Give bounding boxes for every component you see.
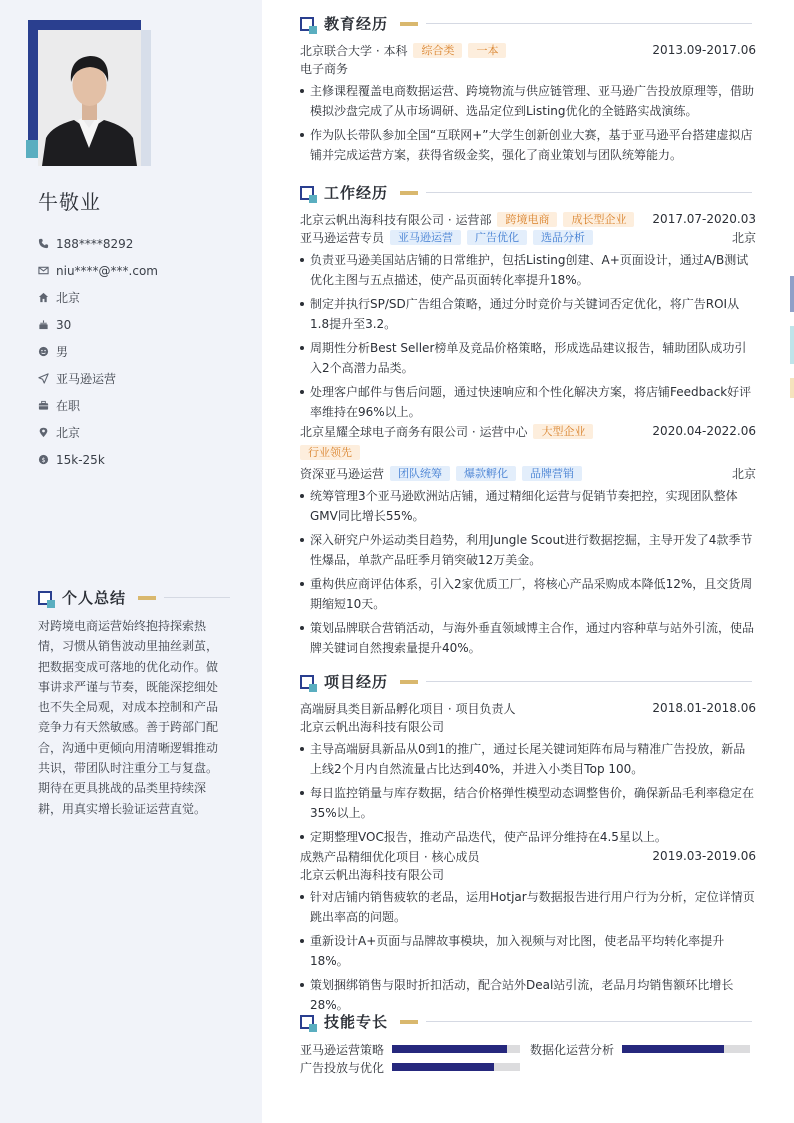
edge-mark	[790, 326, 794, 364]
major: 电子商务	[300, 61, 349, 76]
summary-section-title: 个人总结	[38, 587, 230, 608]
project-bullet: 策划捆绑销售与限时折扣活动，配合站外Deal站引流，老品月均销售额环比增长28%。	[300, 975, 756, 1015]
section-icon	[300, 1015, 314, 1029]
info-target-city: 北京	[38, 419, 248, 446]
company-name: 北京云帆出海科技有限公司 · 运营部	[300, 212, 492, 227]
info-salary: $ 15k-25k	[38, 446, 248, 473]
skill-name: 亚马逊运营策略	[300, 1043, 385, 1057]
work-city: 北京	[731, 466, 756, 481]
skill-name: 数据化运营分析	[530, 1043, 615, 1057]
info-email: niu****@***.com	[38, 257, 248, 284]
work-bullet: 策划品牌联合营销活动，与海外垂直领域博主合作，通过内容种草与站外引流，使品牌关键词自然搜索量提升40%。	[300, 618, 756, 658]
school-tag: 一本	[468, 43, 506, 58]
project-bullet: 主导高端厨具新品从0到1的推广，通过长尾关键词矩阵布局与精准广告投放，新品上线2个月内自然流量占比达到40%，并进入小类目Top 100。	[300, 739, 756, 779]
work-entry	[300, 422, 756, 658]
work-bullet: 重构供应商评估体系，引入2家优质工厂，将核心产品采购成本降低12%，且交货周期缩短10天。	[300, 574, 756, 614]
project-entry	[300, 847, 756, 1015]
education-bullet: 作为队长带队参加全国“互联网+”大学生创新创业大赛，基于亚马逊平台搭建虚拟店铺并完成运营方案，获得省级金奖，强化了商业策划与团队统筹能力。	[300, 125, 756, 165]
company-tag: 行业领先	[300, 445, 360, 460]
project-entry	[300, 699, 756, 847]
skill-bar	[392, 1045, 520, 1053]
work-date: 2020.04-2022.06	[652, 424, 756, 438]
position-tag: 广告优化	[467, 230, 527, 245]
position-tag: 团队统筹	[390, 466, 450, 481]
school-tag: 综合类	[413, 43, 462, 58]
project-name: 成熟产品精细优化项目 · 核心成员	[300, 849, 480, 864]
skill-name: 广告投放与优化	[300, 1061, 385, 1075]
company-tag: 跨境电商	[497, 212, 557, 227]
position-tag: 品牌营销	[522, 466, 582, 481]
svg-text:$: $	[41, 455, 46, 464]
education-bullet: 主修课程覆盖电商数据运营、跨境物流与供应链管理、亚马逊广告投放原理等，借助模拟沙盘完成了从市场调研、选品定位到Listing优化的全链路实战演练。	[300, 81, 756, 121]
edge-mark	[790, 378, 794, 398]
work-bullet: 深入研究户外运动类目趋势，利用Jungle Scout进行数据挖掘，主导开发了4款季节性爆品，单款产品旺季月销突破12万美金。	[300, 530, 756, 570]
skill-bar-fill	[392, 1045, 507, 1053]
skill-bar-fill	[622, 1045, 724, 1053]
work-city: 北京	[731, 230, 756, 245]
briefcase-icon	[38, 400, 56, 411]
work-date: 2017.07-2020.03	[652, 212, 756, 226]
company-tag: 大型企业	[533, 424, 593, 439]
info-gender: 男	[38, 338, 248, 365]
section-icon	[38, 591, 52, 605]
education-entry	[300, 41, 756, 165]
avatar	[38, 30, 141, 166]
info-phone: 188****8292	[38, 230, 248, 257]
skill-bar-fill	[392, 1063, 494, 1071]
skill-bar	[392, 1063, 520, 1071]
position-tag: 选品分析	[533, 230, 593, 245]
education-date: 2013.09-2017.06	[652, 43, 756, 57]
project-bullet: 定期整理VOC报告，推动产品迭代，使产品评分维持在4.5星以上。	[300, 827, 756, 847]
email-icon	[38, 265, 56, 276]
skill-bar	[622, 1045, 750, 1053]
phone-icon	[38, 238, 56, 249]
project-date: 2019.03-2019.06	[652, 849, 756, 863]
project-bullet: 重新设计A+页面与品牌故事模块，加入视频与对比图，使老品平均转化率提升18%。	[300, 931, 756, 971]
contact-info-list	[38, 230, 248, 473]
position-name: 资深亚马逊运营	[300, 466, 385, 481]
skill-item	[300, 1059, 384, 1076]
work-bullet: 制定并执行SP/SD广告组合策略，通过分时竞价与关键词否定优化，将广告ROI从1.8提升至3.2。	[300, 294, 756, 334]
work-section-title: 工作经历	[300, 182, 752, 203]
work-bullet: 处理客户邮件与售后问题，通过快速响应和个性化解决方案，将店铺Feedback好评率维持在96%以上。	[300, 382, 756, 422]
skill-item	[530, 1041, 614, 1058]
candidate-name: 牛敬业	[38, 190, 101, 214]
location-pin-icon	[38, 427, 56, 438]
salary-icon	[38, 454, 56, 465]
position-tag: 亚马逊运营	[390, 230, 461, 245]
project-name: 高端厨具类目新品孵化项目 · 项目负责人	[300, 701, 516, 716]
projects-section-title: 项目经历	[300, 671, 752, 692]
send-icon	[38, 373, 56, 384]
info-age: 30	[38, 311, 248, 338]
section-icon	[300, 17, 314, 31]
project-bullet: 每日监控销量与库存数据，结合价格弹性模型动态调整售价，确保新品毛利率稳定在35%以上。	[300, 783, 756, 823]
edge-mark	[790, 276, 794, 312]
summary-text: 对跨境电商运营始终抱持探索热情，习惯从销售波动里抽丝剥茧，把数据变成可落地的优化动作。做事讲求严谨与节奏，既能深挖细处也不失全局观，对成本控制和产品竞争力有天然敏感。善于跨部门配合，沟通中更倾向用清晰逻辑推动共识，带团队时注重分工与复盘。期待在更具挑战的品类里持续深耕，用真实增长验证运营直觉。	[38, 619, 219, 816]
cake-icon	[38, 319, 56, 330]
project-company: 北京云帆出海科技有限公司	[300, 867, 445, 882]
work-bullet: 统筹管理3个亚马逊欧洲站店铺，通过精细化运营与促销节奏把控，实现团队整体GMV同比增长55%。	[300, 486, 756, 526]
school-name: 北京联合大学 · 本科	[300, 43, 408, 58]
position-tag: 爆款孵化	[456, 466, 516, 481]
info-job-status: 在职	[38, 392, 248, 419]
gender-icon	[38, 346, 56, 357]
education-section-title: 教育经历	[300, 13, 752, 34]
company-tag: 成长型企业	[563, 212, 634, 227]
work-bullet: 负责亚马逊美国站店铺的日常维护，包括Listing创建、A+页面设计，通过A/B测试优化主图与五点描述，使产品页面转化率提升18%。	[300, 250, 756, 290]
skill-item	[300, 1041, 384, 1058]
section-icon	[300, 675, 314, 689]
sidebar	[0, 0, 262, 1123]
work-bullet: 周期性分析Best Seller榜单及竞品价格策略，形成选品建议报告，辅助团队成功引入2个高潜力品类。	[300, 338, 756, 378]
info-target-position: 亚马逊运营	[38, 365, 248, 392]
work-entry	[300, 210, 756, 422]
project-company: 北京云帆出海科技有限公司	[300, 719, 445, 734]
skills-section-title: 技能专长	[300, 1011, 752, 1032]
info-city: 北京	[38, 284, 248, 311]
project-date: 2018.01-2018.06	[652, 701, 756, 715]
project-bullet: 针对店铺内销售疲软的老品，运用Hotjar与数据报告进行用户行为分析，定位详情页跳出率高的问题。	[300, 887, 756, 927]
home-icon	[38, 292, 56, 303]
company-name: 北京星耀全球电子商务有限公司 · 运营中心	[300, 424, 528, 439]
position-name: 亚马逊运营专员	[300, 230, 385, 245]
section-icon	[300, 186, 314, 200]
